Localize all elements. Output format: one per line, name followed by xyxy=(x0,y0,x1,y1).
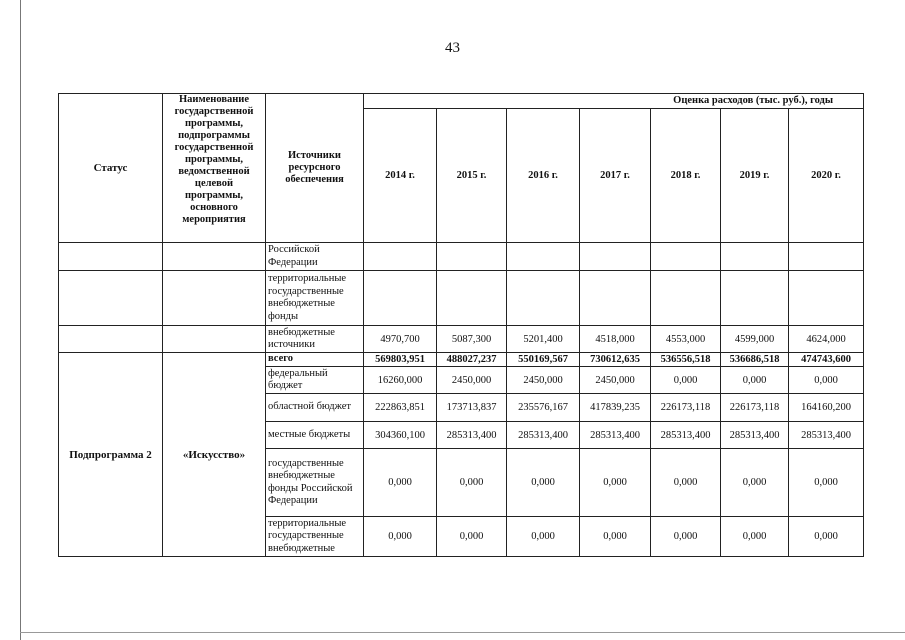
header-year: 2020 г. xyxy=(789,109,864,243)
value-cell xyxy=(364,243,437,271)
source-cell: государственные внебюджетные фонды Российской Федерации xyxy=(266,449,364,517)
value-cell xyxy=(721,271,789,326)
source-cell: внебюджетные источники xyxy=(266,326,364,353)
value-cell: 164160,200 xyxy=(789,394,864,422)
header-program-name: Наименование государственной программы, подпрограммы государственной программы, ведомственной целевой программы, основного мероприятия xyxy=(163,94,266,243)
value-cell: 285313,400 xyxy=(789,422,864,449)
table-row xyxy=(59,326,864,353)
value-cell: 0,000 xyxy=(789,449,864,517)
value-cell xyxy=(364,271,437,326)
value-cell: 569803,951 xyxy=(364,353,437,367)
name-cell xyxy=(163,271,266,326)
value-cell: 0,000 xyxy=(437,517,507,557)
value-cell: 285313,400 xyxy=(437,422,507,449)
value-cell: 488027,237 xyxy=(437,353,507,367)
value-cell: 0,000 xyxy=(364,449,437,517)
value-cell: 536686,518 xyxy=(721,353,789,367)
value-cell xyxy=(437,243,507,271)
source-cell: всего xyxy=(266,353,364,367)
header-year: 2019 г. xyxy=(721,109,789,243)
value-cell xyxy=(437,271,507,326)
value-cell: 474743,600 xyxy=(789,353,864,367)
value-cell xyxy=(580,271,651,326)
value-cell: 285313,400 xyxy=(721,422,789,449)
table-row xyxy=(59,243,864,271)
value-cell: 730612,635 xyxy=(580,353,651,367)
value-cell: 2450,000 xyxy=(580,367,651,394)
status-cell xyxy=(59,326,163,353)
value-cell: 226173,118 xyxy=(651,394,721,422)
header-status: Статус xyxy=(59,94,163,243)
value-cell xyxy=(507,271,580,326)
value-cell xyxy=(507,243,580,271)
value-cell: 2450,000 xyxy=(507,367,580,394)
value-cell xyxy=(789,243,864,271)
value-cell xyxy=(651,243,721,271)
value-cell: 0,000 xyxy=(580,449,651,517)
value-cell: 0,000 xyxy=(437,449,507,517)
value-cell: 0,000 xyxy=(721,517,789,557)
value-cell: 4624,000 xyxy=(789,326,864,353)
source-cell: территориальные государственные внебюджетные xyxy=(266,517,364,557)
value-cell: 0,000 xyxy=(721,449,789,517)
page-left-border xyxy=(20,0,21,640)
source-cell: областной бюджет xyxy=(266,394,364,422)
value-cell xyxy=(789,271,864,326)
value-cell: 0,000 xyxy=(651,449,721,517)
status-cell xyxy=(59,271,163,326)
header-sources: Источники ресурсного обеспечения xyxy=(266,94,364,243)
value-cell: 4599,000 xyxy=(721,326,789,353)
page-bottom-line xyxy=(20,632,905,633)
value-cell: 4970,700 xyxy=(364,326,437,353)
value-cell: 226173,118 xyxy=(721,394,789,422)
name-cell xyxy=(163,326,266,353)
header-year: 2015 г. xyxy=(437,109,507,243)
source-cell: Российской Федерации xyxy=(266,243,364,271)
value-cell: 0,000 xyxy=(507,517,580,557)
value-cell: 16260,000 xyxy=(364,367,437,394)
value-cell: 285313,400 xyxy=(507,422,580,449)
status-cell xyxy=(59,243,163,271)
value-cell: 285313,400 xyxy=(580,422,651,449)
value-cell: 0,000 xyxy=(721,367,789,394)
value-cell: 5201,400 xyxy=(507,326,580,353)
value-cell: 0,000 xyxy=(789,517,864,557)
value-cell: 222863,851 xyxy=(364,394,437,422)
source-cell: территориальные государственные внебюджетные фонды xyxy=(266,271,364,326)
source-cell: федеральный бюджет xyxy=(266,367,364,394)
budget-table xyxy=(58,93,864,557)
value-cell xyxy=(721,243,789,271)
source-cell: местные бюджеты xyxy=(266,422,364,449)
subprogram-status: Подпрограмма 2 xyxy=(59,353,163,557)
value-cell: 0,000 xyxy=(651,367,721,394)
value-cell: 0,000 xyxy=(580,517,651,557)
header-year: 2016 г. xyxy=(507,109,580,243)
value-cell xyxy=(580,243,651,271)
table-row xyxy=(59,271,864,326)
value-cell: 417839,235 xyxy=(580,394,651,422)
value-cell: 304360,100 xyxy=(364,422,437,449)
value-cell: 0,000 xyxy=(364,517,437,557)
value-cell: 536556,518 xyxy=(651,353,721,367)
page-number: 43 xyxy=(445,40,460,56)
subprogram-name: «Искусство» xyxy=(163,353,266,557)
value-cell: 0,000 xyxy=(789,367,864,394)
name-cell xyxy=(163,243,266,271)
header-year: 2017 г. xyxy=(580,109,651,243)
header-row-1 xyxy=(59,94,864,109)
value-cell: 5087,300 xyxy=(437,326,507,353)
header-estimate: Оценка расходов (тыс. руб.), годы xyxy=(364,94,864,109)
value-cell: 173713,837 xyxy=(437,394,507,422)
value-cell: 550169,567 xyxy=(507,353,580,367)
value-cell: 2450,000 xyxy=(437,367,507,394)
value-cell: 0,000 xyxy=(651,517,721,557)
value-cell: 285313,400 xyxy=(651,422,721,449)
header-year: 2014 г. xyxy=(364,109,437,243)
value-cell xyxy=(651,271,721,326)
table-row-total xyxy=(59,353,864,367)
value-cell: 4553,000 xyxy=(651,326,721,353)
value-cell: 4518,000 xyxy=(580,326,651,353)
value-cell: 235576,167 xyxy=(507,394,580,422)
value-cell: 0,000 xyxy=(507,449,580,517)
header-year: 2018 г. xyxy=(651,109,721,243)
